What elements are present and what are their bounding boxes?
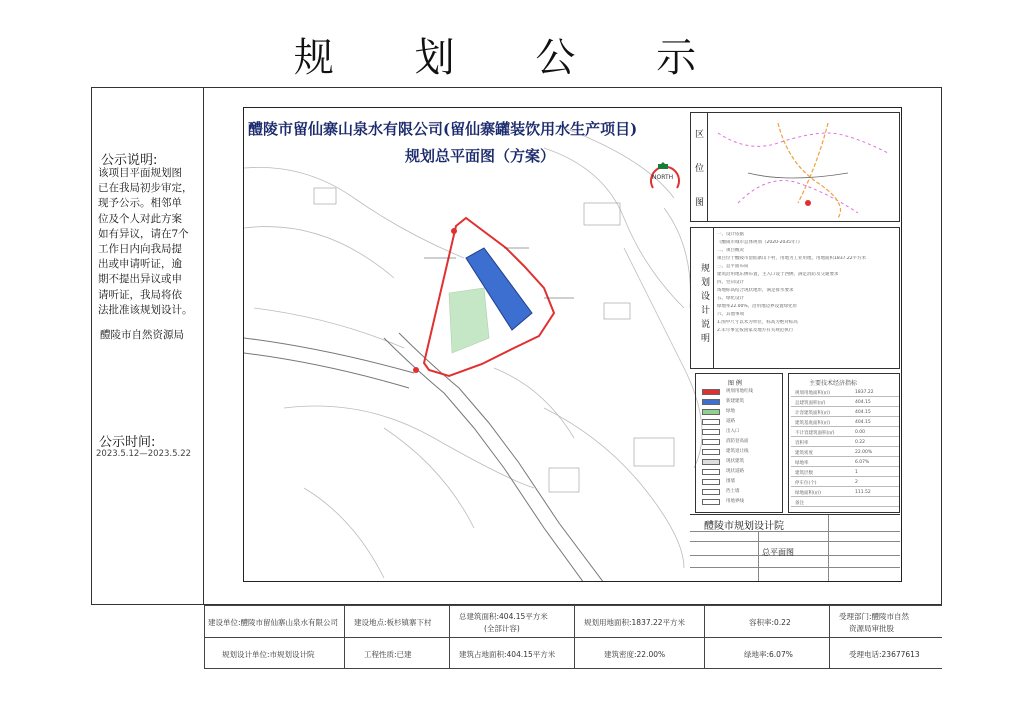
- design-line: 项目位于醴陵市留仙寨山下村，用地为工业用地，用地面积1837.22平方米: [717, 256, 867, 261]
- legend-item: [700, 408, 782, 416]
- title-block: [690, 514, 900, 580]
- notice-line: 法批准该规划设计。: [98, 303, 193, 316]
- legend-label: 建筑退让线: [726, 449, 749, 454]
- notice-body: [98, 166, 202, 318]
- legend-item: [700, 428, 782, 436]
- notice-line: 已在我局初步审定，: [98, 182, 193, 195]
- location-label-char: 位: [695, 164, 705, 174]
- design-label: 规 划 设 计 说 明: [701, 264, 711, 344]
- tech-value: 1: [855, 470, 858, 475]
- legend-label: 现状建筑: [726, 459, 744, 464]
- legend-label: 道路: [726, 419, 735, 424]
- location-map: [690, 112, 900, 222]
- notice-line: 出或申请听证，逾: [98, 258, 182, 271]
- legend-swatch: [702, 389, 720, 395]
- tech-indicators: [788, 373, 900, 513]
- legend-label: 挡土墙: [726, 489, 740, 494]
- tech-value: 6.07%: [855, 460, 870, 465]
- design-notes: [690, 227, 900, 369]
- legend-swatch: [702, 429, 720, 435]
- tech-name: 建筑层数: [795, 471, 813, 476]
- location-label-char: 区: [695, 130, 705, 140]
- tech-name: 停车位(个): [795, 481, 817, 486]
- tech-name: 绿地率: [795, 461, 809, 466]
- page-title: 规 划 公 示: [293, 35, 731, 81]
- tech-row: [791, 398, 899, 407]
- legend-heading: 图 例: [728, 380, 742, 387]
- notice-line: 位及个人对此方案: [98, 212, 182, 225]
- legend-swatch: [702, 409, 720, 415]
- info-total-area: 总建筑面积:404.15平方米: [459, 612, 548, 621]
- tech-name: 总建筑面积(㎡): [795, 401, 826, 406]
- legend: [695, 373, 783, 513]
- legend-item: [700, 458, 782, 466]
- tech-row: [791, 438, 899, 447]
- plan-subtitle: 规划总平面图（方案）: [405, 147, 556, 165]
- tech-value: 404.15: [855, 410, 871, 415]
- info-land-area: 规划用地面积:1837.22平方米: [584, 618, 686, 627]
- info-phone: 受理电话:23677613: [849, 650, 920, 659]
- legend-swatch: [702, 439, 720, 445]
- info-construction-unit: 建设单位:醴陵市留仙寨山泉水有限公司: [208, 618, 339, 627]
- tech-row: [791, 488, 899, 497]
- tech-value: 1837.22: [855, 390, 874, 395]
- drawing-name: 总平面图: [762, 548, 794, 557]
- institute-name: 醴陵市规划设计院: [704, 521, 784, 532]
- design-line: 一、设计依据: [717, 232, 744, 237]
- tech-name: 建筑基底面积(㎡): [795, 421, 831, 426]
- legend-item: [700, 398, 782, 406]
- tech-name: 容积率: [795, 441, 809, 446]
- legend-item: [700, 468, 782, 476]
- tech-row: [791, 448, 899, 457]
- legend-item: [700, 388, 782, 396]
- info-location: 建设地点:板杉镇寨下村: [354, 618, 432, 627]
- design-line: 二、项目概况: [717, 248, 744, 253]
- legend-label: 围墙: [726, 479, 735, 484]
- tech-value: 404.15: [855, 420, 871, 425]
- tech-row: [791, 478, 899, 487]
- tech-value: 2: [855, 480, 858, 485]
- legend-label: 新建建筑: [726, 399, 744, 404]
- legend-label: 用地界线: [726, 499, 744, 504]
- legend-item: [700, 448, 782, 456]
- design-line: 场地标高结合现状地形，满足排水要求: [717, 288, 794, 293]
- design-line: 绿地率22.00%，沿用地边界设置绿化带: [717, 304, 798, 309]
- tech-row: [791, 418, 899, 427]
- info-nature: 工程性质:已建: [364, 650, 412, 659]
- legend-item: [700, 498, 782, 506]
- design-line: 1.图中尺寸以米为单位，标高为绝对标高: [717, 320, 798, 325]
- info-far: 容积率:0.22: [749, 618, 791, 627]
- design-lines: [717, 230, 899, 334]
- design-line: 六、其他事项: [717, 312, 744, 317]
- tech-row: [791, 388, 899, 397]
- legend-swatch: [702, 479, 720, 485]
- legend-item: [700, 488, 782, 496]
- tech-row: [791, 458, 899, 467]
- legend-item: [700, 418, 782, 426]
- legend-swatch: [702, 449, 720, 455]
- notice-time-range: 2023.5.12—2023.5.22: [96, 449, 192, 459]
- notice-line: 工作日内向我局提: [98, 243, 182, 256]
- legend-swatch: [702, 459, 720, 465]
- design-line: 三、总平面布局: [717, 264, 749, 269]
- notice-heading: 公示说明:: [101, 153, 158, 168]
- info-total-area-note: (全部计容): [484, 624, 520, 633]
- tech-value: 0.00: [855, 430, 866, 435]
- legend-label: 规划用地红线: [726, 389, 753, 394]
- tech-name: 规划用地面积(㎡): [795, 391, 831, 396]
- tech-value: 404.15: [855, 400, 871, 405]
- notice-org: 醴陵市自然资源局: [100, 329, 184, 341]
- legend-item: [700, 478, 782, 486]
- tech-name: 不计容建筑面积(㎡): [795, 431, 835, 436]
- info-footprint: 建筑占地面积:404.15平方米: [459, 650, 556, 659]
- tech-row: [791, 468, 899, 477]
- info-density: 建筑密度:22.00%: [604, 650, 666, 659]
- legend-item: [700, 438, 782, 446]
- info-design-unit: 规划设计单位:市规划设计院: [222, 650, 315, 659]
- info-dept: 受理部门:醴陵市自然: [839, 612, 910, 621]
- design-line: 四、竖向设计: [717, 280, 744, 285]
- notice-line: 现予公示。相邻单: [98, 197, 182, 210]
- design-line: 五、绿化设计: [717, 296, 744, 301]
- notice-line: 请听证，我局将依: [98, 288, 182, 301]
- design-line: 建筑沿用地东侧布置，主入口设于西侧，满足消防及交通要求: [717, 272, 839, 277]
- info-table: [204, 605, 942, 669]
- legend-label: 出入口: [726, 429, 740, 434]
- legend-swatch: [702, 489, 720, 495]
- plan-title: 醴陵市留仙寨山泉水有限公司(留仙寨罐装饮用水生产项目): [248, 120, 638, 138]
- tech-name: 计容建筑面积(㎡): [795, 411, 831, 416]
- tech-value: 0.22: [855, 440, 866, 445]
- tech-name: 建筑密度: [795, 451, 813, 456]
- info-dept-2: 资源局审批股: [849, 624, 894, 633]
- north-label: NORTH: [652, 174, 674, 181]
- notice-line: 该项目平面规划图: [98, 167, 182, 179]
- tech-name: 备注: [795, 501, 804, 506]
- legend-label: 消防登高面: [726, 439, 749, 444]
- notice-time-heading: 公示时间:: [99, 435, 156, 450]
- legend-swatch: [702, 499, 720, 505]
- legend-swatch: [702, 469, 720, 475]
- design-line: 2.未尽事宜按国家及地方有关规范执行: [717, 328, 794, 333]
- tech-value: 22.00%: [855, 450, 873, 455]
- location-label-char: 图: [695, 198, 705, 208]
- tech-row: [791, 428, 899, 437]
- design-line: 《醴陵市城市总体规划（2020-2035年）》: [717, 240, 803, 245]
- tech-name: 绿地面积(㎡): [795, 491, 822, 496]
- tech-value: 111.52: [855, 490, 871, 495]
- notice-panel: [91, 87, 204, 605]
- notice-line: 如有异议，请在7个: [98, 227, 189, 240]
- legend-label: 现状道路: [726, 469, 744, 474]
- legend-swatch: [702, 399, 720, 405]
- tech-heading: 主要技术经济指标: [809, 380, 858, 387]
- legend-label: 绿地: [726, 409, 735, 414]
- tech-row: [791, 498, 899, 507]
- tech-row: [791, 408, 899, 417]
- notice-line: 期不提出异议或申: [98, 273, 182, 286]
- info-green-rate: 绿地率:6.07%: [744, 650, 793, 659]
- legend-swatch: [702, 419, 720, 425]
